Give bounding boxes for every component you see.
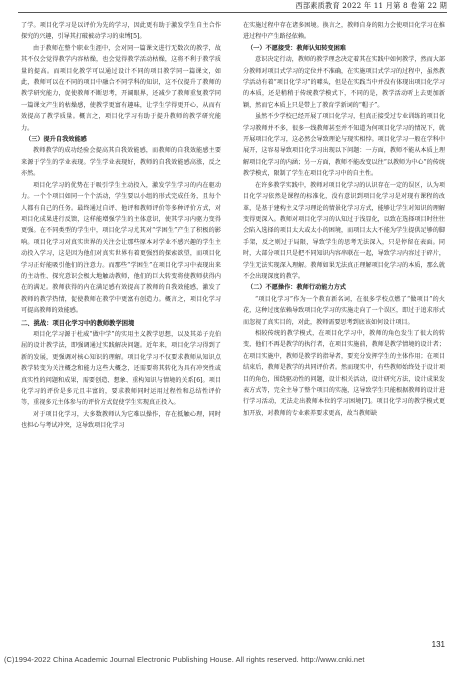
paragraph: 了学。项目化学习是以评价为先的学习，因此更有助于激发学生自主合作探究的兴趣，引导其打破被动学习的束缚[5]。: [21, 22, 221, 41]
paragraph: 虽然不少学校已经开展了项目化学习，但真正接受过专业训练的项目化学习教师并不多，很多一线教师甚至并不知道为何项目化学习的情况下，就开展项目化学习，这必然会导致理论与现实相悖。项目化学习一般在学科中展开，这容易导致项目化学习出现以下问题：一方面，教师不能从本质上理解项目化学习的内涵；另一方面，教师不能改变以往“以教师为中心”的传统教学模式，限制了学生在项目化学习中的自主性。: [243, 113, 445, 178]
paragraph: 项目化学习源于杜威“做中学”的实用主义教学思想，以及其弟子克伯屈的设计教学法，即强调通过实践解决问题。近年来，项目化学习得到了新的发展，更强调对核心知识的理解。项目化学习不仅要求教师从知识点教学转变为关注概念和能力这些大概念，还需要将其转化为具有冲突性或真实性的问题和成果，需要创造、想象、重构知识与情境的关系[6]。项目化学习的评价是多元且丰富的，要求教师同时运用过程性和总结性评价等，重视多元主体参与的评价方式促使学生实现真正投入。: [21, 330, 221, 407]
subsection-heading: （二）不愿操作：教师行动能力方式: [247, 284, 346, 292]
running-header: [18, 0, 447, 13]
paragraph: 在实施过程中存在诸多困境。换言之，教师自身的阻力会使项目化学习在推进过程中产生路径依赖。: [243, 22, 445, 41]
paragraph: 意识决定行动，教师的教学理念决定着其在实践中如何教学，然而大部分教师对项目式学习的定位并不准确，在实施项目式学习的过程中，虽然教学活动有着“项目化学习”的噱头，但是在实践当中并没有体现出项目化学习的本质，还是稍稍于传统教学模式下，不同的是，教学活动听上去更加新颖，然而它本质上只是带上了教育学新词的“帽子”。: [243, 56, 445, 109]
journal-info: 西部素质教育 2022 年 11 月第 8 卷第 22 期: [295, 1, 447, 10]
subsection-heading: （三）提升自我效能感: [25, 136, 87, 144]
right-column: [243, 20, 445, 419]
page-number: 131: [431, 640, 445, 649]
paragraph: 相较传统的教学模式，在项目化学习中，教师的角色发生了很大的转变，他们不再是教学的执行者，在项目实施前，教师是教学情境的设计者；在项目实施中，教师是教学的指导者，要充分发挥学生的主体作用；在项目结束后，教师是教学的共同评价者。然而现实中，有些教师始终处于设计项目的角色，围绕驱动性的问题，设计相关活动，设计研究方法，设计成果发表方式等，完全主导了整个项目的实施，这导致学生只能根据教师的设计进行学习活动，无法走出教师本位的学习困境[7]。项目化学习的教学模式更加开放，对教师的专业素养要求更高，故当教师缺: [243, 329, 445, 417]
paragraph: 在许多教学实践中，教师对项目化学习的认识存在一定的误区，认为项目化学习依然是课程的标准化，没有意识到项目化学习是对现有课程的改革，是基于建构主义学习理论的情景化学习方式，能够让学生对知识的理解变得更深入。教师对项目化学习的认知过于浅显化，以致在选择项目时往往会陷入选择的项目太大或太小的困境，而项目太大不能为学生提供足够的脚手架，反之则过于局限，导致学生的思考无法深入，只是停留在表面。同时，大部分项目只是把不同知识内容串联在一起，导致学习内容过于碎片，学生无法实现深入理解。教师如果无法真正理解项目化学习的本质，那么就不会出现深度的教学。: [243, 181, 445, 280]
subsection-heading: （一）不愿接受：教师认知转变困难: [247, 44, 346, 52]
section-heading: 二、挑战：项目化学习中的教师教学困境: [21, 319, 135, 327]
paragraph: 由于教师在整个职业生涯中，会对同一篇课文进行无数次的教学，故其不仅会觉得教学内容枯燥，也会觉得教学活动枯燥，这将不利于教学质量的提高。而项目化教学可以通过设计不同的项目教学同一篇课文，如此，教师可以在不同的项目中融合不同学科的知识，这不仅提升了教师的教学研究能力，促使教师不断思考，开阔眼界，还减少了教师重复教学同一篇课文产生的枯燥感，使教学更富有趣味，让学生学得更开心，从而有效提高了教学质量。概言之，项目化学习有助于提升教师的教学研究能力。: [21, 44, 221, 132]
paragraph: “项目化学习”作为一个教育新名词，在很多学校点燃了“做项目”的火花，这种过度依赖导致项目化学习的实施走向了一个误区，即过于追求形式而忽视了真实目的，对此，教师需要思考到底该如何设计项目。: [243, 295, 445, 326]
paragraph: 教师教学的成功经验会提高其自我效能感，而教师的自我效能感主要来源于学生的学业表现。学生学业表现好，教师的自我效能感高涨，反之亦然。: [21, 147, 221, 178]
copyright-footer: (C)1994-2022 China Academic Journal Electronic Publishing House. All rights reserved. http://www.cnki.net: [4, 655, 365, 664]
left-column: [21, 20, 221, 432]
header-rule: [18, 12, 447, 13]
paragraph: 项目化学习的优势在于吸引学生主动投入，激发学生学习的内在驱动力。一个个项目如同一个个活动，学生要以小组的形式完成任务，且每个人都有自己的任务。最终通过自评、他评和教师评价等多种评价方式，对项目化成果进行反馈，这样能增强学生的主体意识，使其学习内驱力变得更强。在不同类型的学生中，项目化学习尤其对“学困生”产生了积极的影响。项目化学习对真实世界的关注会让那些原本对学业不感兴趣的学生主动投入学习，这是因为他们对真实世界有着更强烈的探索欲望，而项目化学习正好能吸引他们的注意力。而那些“学困生”在项目化学习中表现出来的主动性、探究意识会极大地触动教师，他们的巨大转变将使教师获得内在的满足。教师获得的内在满足感有效提高了教师的自我效能感，激发了教师的教学热情，促使教师在教学中更富有创造力。概言之，项目化学习可提高教师的效能感。: [21, 181, 221, 315]
paragraph: 对于项目化学习，大多数教师认为它难以操作，存在抵触心理，同时也担心与考试冲突，这导致项目化学习: [21, 410, 221, 430]
